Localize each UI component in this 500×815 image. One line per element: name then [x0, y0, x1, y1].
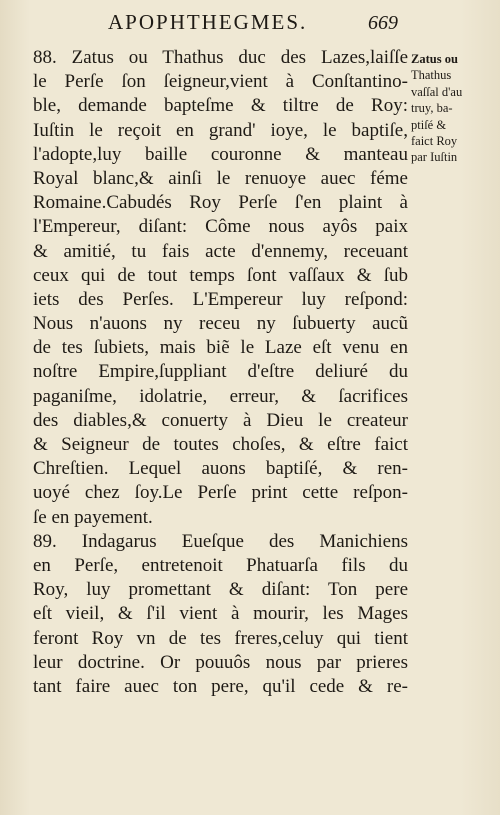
text-line: le Perſe ſon ſeigneur,vient à Conſtantino- — [33, 71, 408, 93]
text-line: iets des Perſes. L'Empereur luy reſpond: — [33, 288, 408, 310]
body-text — [33, 46, 408, 699]
text-line: 88. Zatus ou Thathus duc des Lazes,laiſſe — [33, 47, 408, 68]
text-line: noſtre Empire,ſuppliant d'eſtre deliuré du — [33, 361, 408, 383]
text-line: Iuſtin le reçoit en grand' ioye, le baptiſe, — [33, 119, 408, 141]
text-line: de tes ſubiets, mais biẽ le Laze eſt venu en — [33, 337, 408, 359]
marginal-note-line: faict Roy — [411, 134, 458, 149]
running-head: APOPHTHEGMES. — [108, 10, 308, 34]
text-line: & Seigneur de toutes choſes, & eſtre faict — [33, 434, 408, 455]
text-line: leur doctrine. Or pouuôs nous par prieres — [33, 651, 408, 673]
marginal-note — [411, 51, 485, 166]
text-line: feront Roy vn de tes freres,celuy qui tient — [33, 627, 408, 649]
text-line: eſt vieil, & ſ'il vient à mourir, les Mages — [33, 603, 408, 625]
text-line: Chreſtien. Lequel auons baptiſé, & ren- — [33, 458, 408, 480]
page-number: 669 — [368, 12, 398, 34]
text-line: tant faire auec ton pere, qu'il cede & re- — [33, 675, 408, 697]
text-line: uoyé chez ſoy.Le Perſe print cette reſpon- — [33, 482, 408, 504]
marginal-note-line: Zatus ou — [411, 52, 458, 66]
text-line: l'Empereur, diſant: Côme nous ayôs paix — [33, 216, 408, 238]
text-line: paganiſme, idolatrie, erreur, & ſacrifices — [33, 385, 408, 407]
text-line: 89. Indagarus Eueſque des Manichiens — [33, 530, 408, 552]
marginal-note-line: par Iuſtin — [411, 150, 458, 165]
text-line: en Perſe, entretenoit Phatuarſa fils du — [33, 554, 408, 576]
marginal-note-line: truy, ba- — [411, 101, 453, 116]
text-line: ble, demande bapteſme & tiltre de Roy: — [33, 95, 408, 117]
marginal-note-line: Thathus — [411, 68, 452, 83]
text-line: des diables,& conuerty à Dieu le createur — [33, 409, 408, 431]
marginal-note-line: ptiſé & — [411, 117, 447, 132]
text-line: Nous n'auons ny receu ny ſubuerty aucũ — [33, 313, 408, 335]
text-line: Romaine.Cabudés Roy Perſe ſ'en plaint à — [33, 192, 408, 214]
text-line: ſe en payement. — [33, 506, 153, 528]
text-line: Royal blanc,& ainſi le renuoye auec féme — [33, 167, 408, 189]
text-line: Roy, luy promettant & diſant: Ton pere — [33, 579, 408, 601]
text-line: l'adopte,luy baille couronne & manteau — [33, 143, 408, 165]
text-line: ceux qui de tout temps ſont vaſſaux & ſub — [33, 264, 408, 286]
text-line: & amitié, tu fais acte d'ennemy, receuant — [33, 240, 408, 262]
marginal-note-line: vaſſal d'au — [411, 84, 463, 99]
